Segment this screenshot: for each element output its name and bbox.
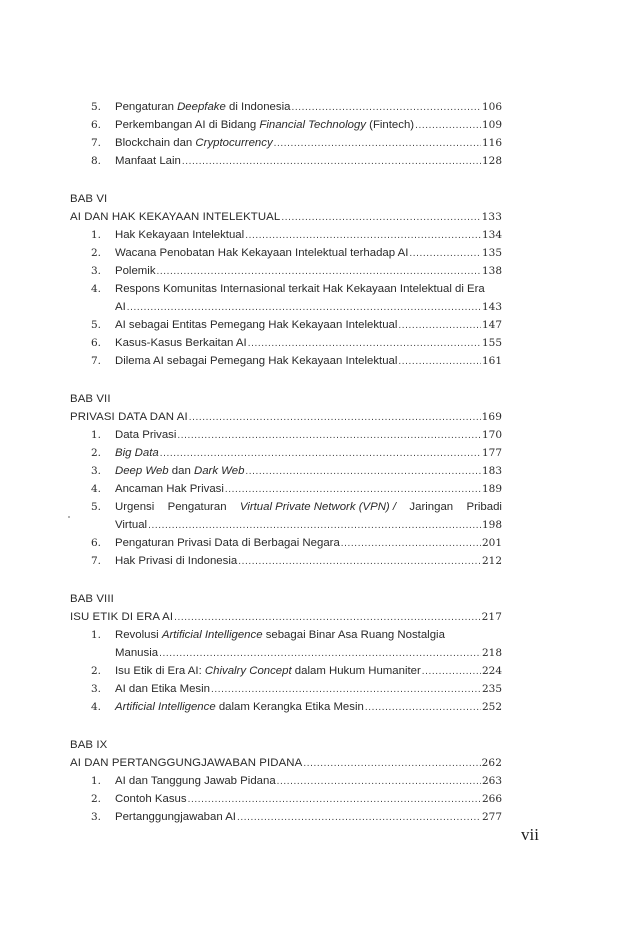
dot-leader (174, 609, 481, 627)
entry-title-line (115, 498, 502, 516)
dot-leader (148, 517, 481, 535)
entry-text: Revolusi (115, 629, 162, 641)
entry-page-number: 155 (481, 337, 502, 349)
dot-leader (188, 791, 481, 809)
entry-text: Dilema AI sebagai Pemegang Hak Kekayaan Intelektual (115, 355, 398, 367)
toc-entry[interactable] (70, 626, 502, 662)
entry-number: 3. (91, 811, 102, 823)
entry-number: 6. (91, 119, 102, 131)
toc-entry[interactable] (70, 462, 502, 480)
entry-title (115, 116, 414, 134)
entry-title (115, 226, 244, 244)
entry-line (115, 262, 502, 280)
entry-text: Jaringan (409, 501, 454, 513)
dot-leader (291, 99, 481, 117)
toc-entry[interactable] (70, 98, 502, 116)
entry-text: Manusia (115, 647, 159, 659)
entry-title (115, 680, 210, 698)
toc-entry[interactable] (70, 426, 502, 444)
dot-leader (245, 463, 481, 481)
entry-line (115, 534, 502, 552)
dot-leader (157, 263, 481, 281)
entry-text-italic: Artificial Intelligence (115, 701, 216, 713)
entry-text: Perkembangan AI di Bidang (115, 119, 260, 131)
entry-title (115, 316, 397, 334)
dot-leader (245, 227, 481, 245)
toc-entry[interactable] (70, 134, 502, 152)
dot-leader (415, 117, 481, 135)
entry-line (115, 552, 502, 570)
dot-leader (238, 553, 481, 571)
entry-page-number: 147 (481, 319, 502, 331)
toc-chapter (70, 590, 502, 716)
entry-title (115, 444, 159, 462)
dot-leader (182, 153, 481, 171)
dot-leader (159, 645, 481, 663)
entry-text: Kasus-Kasus Berkaitan AI (115, 337, 247, 349)
chapter-title: ISU ETIK DI ERA AI (70, 611, 174, 623)
dot-leader (277, 773, 481, 791)
dot-leader (341, 535, 481, 553)
entry-title (115, 552, 237, 570)
entry-page-number: 263 (481, 775, 502, 787)
entry-text: Urgensi (115, 501, 155, 513)
entry-text: dalam Kerangka Etika Mesin (215, 701, 364, 713)
entry-number: 3. (91, 265, 102, 277)
chapter-page-number: 169 (481, 411, 502, 423)
entry-page-number: 252 (481, 701, 502, 713)
dot-leader (211, 681, 481, 699)
entry-text: AI dan Etika Mesin (115, 683, 210, 695)
chapter-title-entry[interactable] (70, 754, 502, 772)
entry-page-number: 218 (481, 647, 502, 659)
entry-title (115, 262, 156, 280)
entry-number: 2. (91, 793, 102, 805)
toc-entry[interactable] (70, 352, 502, 370)
entry-number: 4. (91, 701, 102, 713)
toc-entry[interactable] (70, 662, 502, 680)
dot-leader (365, 699, 481, 717)
entry-line (115, 772, 502, 790)
toc-entry[interactable] (70, 534, 502, 552)
entry-continuation-line (115, 644, 502, 662)
entry-title (115, 134, 273, 152)
toc-entry[interactable] (70, 480, 502, 498)
entry-text: AI dan Tanggung Jawab Pidana (115, 775, 276, 787)
entry-number: 6. (91, 337, 102, 349)
dot-leader (422, 663, 481, 681)
dot-leader (303, 755, 480, 773)
toc-entry[interactable] (70, 698, 502, 716)
entry-line (115, 698, 502, 716)
entry-line (115, 244, 502, 262)
entry-line (115, 444, 502, 462)
entry-page-number: 189 (481, 483, 502, 495)
dot-leader (237, 809, 481, 827)
entry-page-number: 143 (481, 301, 502, 313)
entry-page-number: 109 (481, 119, 502, 131)
entry-text-italic: Virtual Private Network (VPN) / (239, 501, 397, 513)
entry-page-number: 170 (481, 429, 502, 441)
entry-text-italic: Chivalry Concept (204, 665, 292, 677)
dot-leader (398, 353, 481, 371)
entry-page-number: 235 (481, 683, 502, 695)
chapter-title: PRIVASI DATA DAN AI (70, 411, 188, 423)
entry-page-number: 266 (481, 793, 502, 805)
entry-text-italic: Artificial Intelligence (161, 629, 263, 641)
entry-page-number: 212 (481, 555, 502, 567)
entry-title-continuation (115, 516, 147, 534)
entry-title-continuation (115, 644, 158, 662)
entry-continuation-line (115, 516, 502, 534)
toc-continued-section (70, 98, 502, 170)
entry-text: sebagai Binar Asa Ruang Nostalgia (262, 629, 445, 641)
entry-title (115, 352, 397, 370)
chapter-title-entry[interactable] (70, 208, 502, 226)
entry-number: 1. (91, 229, 102, 241)
entry-page-number: 224 (481, 665, 502, 677)
entry-title (115, 244, 408, 262)
entry-text: Polemik (115, 265, 156, 277)
toc-entry[interactable] (70, 772, 502, 790)
toc-entry[interactable] (70, 444, 502, 462)
dot-leader (248, 335, 481, 353)
toc-chapters (70, 190, 502, 826)
entry-text-italic: Dark Web (193, 465, 245, 477)
toc-entry[interactable] (70, 262, 502, 280)
entry-text: dalam Hukum Humaniter (291, 665, 421, 677)
chapter-label: BAB IX (70, 739, 108, 751)
toc-entry[interactable] (70, 226, 502, 244)
dot-leader (225, 481, 481, 499)
dot-leader (274, 135, 481, 153)
entry-text: Pengaturan (115, 101, 178, 113)
entry-text: Data Privasi (115, 429, 177, 441)
toc-entry[interactable] (70, 552, 502, 570)
chapter-title-entry[interactable] (70, 408, 502, 426)
dot-leader (398, 317, 481, 335)
entry-text: Isu Etik di Era AI: (115, 665, 205, 677)
entry-text: Contoh Kasus (115, 793, 187, 805)
entry-text: AI (115, 301, 126, 313)
entry-text: AI sebagai Entitas Pemegang Hak Kekayaan Intelektual (115, 319, 398, 331)
entry-text: Hak Privasi di Indonesia (115, 555, 238, 567)
entry-number: 7. (91, 555, 102, 567)
entry-line (115, 808, 502, 826)
entry-line (115, 98, 502, 116)
entry-page-number: 116 (481, 137, 502, 149)
entry-number: 6. (91, 537, 102, 549)
entry-page-number: 198 (481, 519, 502, 531)
toc-entry[interactable] (70, 280, 502, 316)
toc-chapter (70, 190, 502, 370)
entry-page-number: 183 (481, 465, 502, 477)
entry-number: 2. (91, 665, 102, 677)
entry-line (115, 334, 502, 352)
entry-text: Hak Kekayaan Intelektual (115, 229, 245, 241)
entry-line (115, 316, 502, 334)
entry-title (115, 462, 244, 480)
chapter-label: BAB VI (70, 193, 108, 205)
dot-leader (189, 409, 481, 427)
entry-continuation-line (115, 298, 502, 316)
entry-text: Pertanggungjawaban AI (115, 811, 236, 823)
entry-number: 4. (91, 483, 102, 495)
toc-entry[interactable] (70, 244, 502, 262)
entry-title-line (115, 280, 502, 298)
toc-entry[interactable] (70, 116, 502, 134)
entry-number: 1. (91, 629, 102, 641)
entry-text: Pribadi (466, 501, 502, 513)
chapter-page-number: 262 (481, 757, 502, 769)
entry-page-number: 177 (481, 447, 502, 459)
entry-number: 3. (91, 465, 102, 477)
entry-page-number: 138 (481, 265, 502, 277)
chapter-title: AI DAN HAK KEKAYAAN INTELEKTUAL (70, 211, 281, 223)
entry-text: Blockchain dan (115, 137, 196, 149)
entry-text: di Indonesia (225, 101, 291, 113)
entry-text-italic: Deep Web (115, 465, 169, 477)
toc-entry[interactable] (70, 152, 502, 170)
entry-text: Pengaturan (167, 501, 227, 513)
entry-number: 5. (91, 501, 102, 513)
entry-page-number: 201 (481, 537, 502, 549)
toc-entry[interactable] (70, 790, 502, 808)
entry-line (115, 790, 502, 808)
entry-text: dan (168, 465, 194, 477)
toc-entry[interactable] (70, 498, 502, 534)
entry-text: Wacana Penobatan Hak Kekayaan Intelektual terhadap AI (115, 247, 409, 259)
entry-page-number: 277 (481, 811, 502, 823)
entry-text-italic: Financial Technology (259, 119, 366, 131)
entry-text: Ancaman Hak Privasi (115, 483, 224, 495)
entry-line (115, 134, 502, 152)
chapter-label: BAB VII (70, 393, 111, 405)
entry-title (115, 790, 187, 808)
entry-line (115, 426, 502, 444)
entry-text-italic: Deepfake (177, 101, 226, 113)
entry-number: 7. (91, 355, 102, 367)
entry-number: 2. (91, 447, 102, 459)
entry-title (115, 152, 181, 170)
chapter-page-number: 217 (481, 611, 502, 623)
entry-number: 5. (91, 319, 102, 331)
dot-leader (281, 209, 480, 227)
entry-number: 7. (91, 137, 102, 149)
dot-leader (177, 427, 481, 445)
entry-title (115, 480, 224, 498)
entry-title (115, 698, 364, 716)
entry-title (115, 534, 340, 552)
entry-line (115, 152, 502, 170)
entry-number: 4. (91, 283, 102, 295)
entry-title (115, 98, 290, 116)
entry-title (115, 426, 176, 444)
entry-number: 3. (91, 683, 102, 695)
entry-title (115, 334, 247, 352)
entry-line (115, 480, 502, 498)
entry-page-number: 161 (481, 355, 502, 367)
entry-number: 2. (91, 247, 102, 259)
dot-leader (127, 299, 481, 317)
entry-text: Manfaat Lain (115, 155, 181, 167)
entry-line (115, 462, 502, 480)
scan-speck (68, 516, 70, 518)
entry-title-continuation (115, 298, 126, 316)
entry-text: (Fintech) (365, 119, 415, 131)
dot-leader (409, 245, 481, 263)
toc-entry[interactable] (70, 680, 502, 698)
chapter-page-number: 133 (481, 211, 502, 223)
toc-entry[interactable] (70, 334, 502, 352)
table-of-contents (70, 98, 502, 846)
entry-line (115, 116, 502, 134)
entry-number: 8. (91, 155, 102, 167)
entry-number: 1. (91, 429, 102, 441)
entry-page-number: 135 (481, 247, 502, 259)
dot-leader (160, 445, 481, 463)
chapter-title: AI DAN PERTANGGUNGJAWABAN PIDANA (70, 757, 303, 769)
entry-title-line (115, 626, 502, 644)
entry-text-italic: Big Data (115, 447, 159, 459)
page-number: vii (521, 825, 539, 844)
toc-chapter (70, 390, 502, 570)
chapter-title-entry[interactable] (70, 608, 502, 626)
entry-title (115, 808, 236, 826)
chapter-label: BAB VIII (70, 593, 114, 605)
entry-number: 1. (91, 775, 102, 787)
entry-number: 5. (91, 101, 102, 113)
entry-line (115, 662, 502, 680)
entry-page-number: 134 (481, 229, 502, 241)
entry-title (115, 772, 276, 790)
toc-chapter (70, 736, 502, 826)
entry-page-number: 106 (481, 101, 502, 113)
entry-text: Pengaturan Privasi Data di Berbagai Negara (115, 537, 340, 549)
entry-line (115, 226, 502, 244)
toc-entry[interactable] (70, 808, 502, 826)
entry-text: Respons Komunitas Internasional terkait Hak Kekayaan Intelektual di Era (115, 283, 485, 295)
entry-title (115, 662, 421, 680)
entry-page-number: 128 (481, 155, 502, 167)
entry-line (115, 680, 502, 698)
entry-line (115, 352, 502, 370)
toc-entry[interactable] (70, 316, 502, 334)
entry-text: Virtual (115, 519, 148, 531)
entry-text-italic: Cryptocurrency (195, 137, 273, 149)
